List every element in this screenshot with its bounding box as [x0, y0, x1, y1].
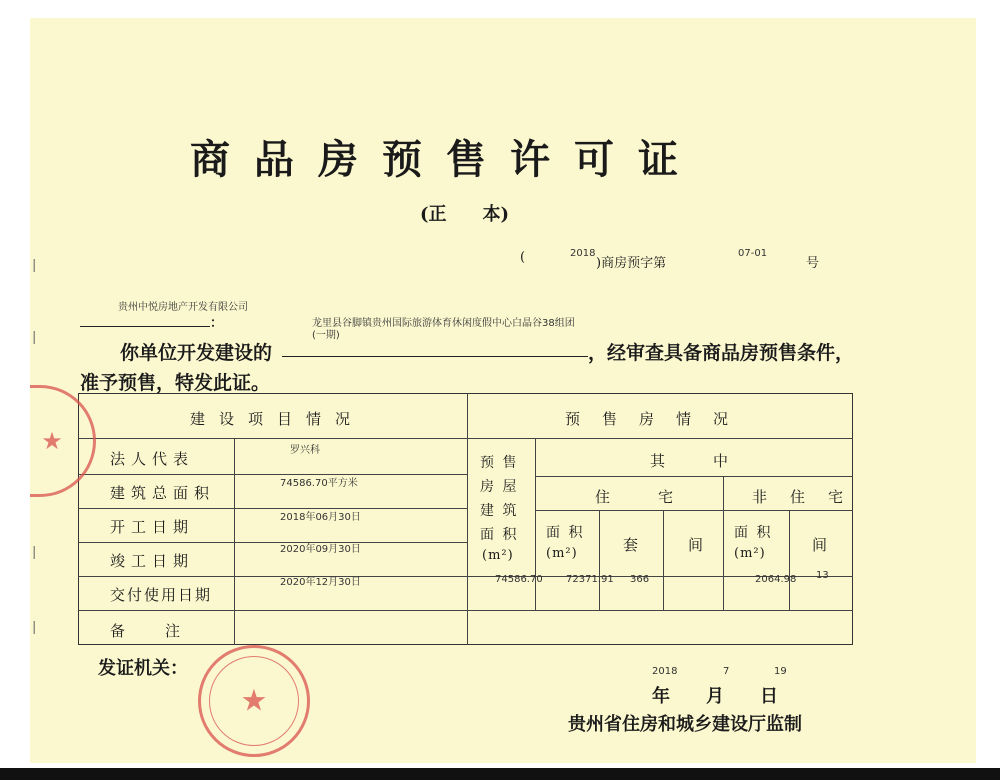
- body-line2: 准予预售，特发此证。: [80, 372, 271, 394]
- table-divider: [78, 438, 853, 439]
- value-res-units: 366: [630, 574, 650, 585]
- permit-open-paren: (: [520, 250, 526, 265]
- table-divider: [78, 610, 853, 611]
- table-divider: [535, 510, 853, 511]
- addressee-colon: ：: [210, 316, 224, 331]
- table-divider: [663, 510, 664, 610]
- table-divider: [78, 576, 853, 577]
- info-table: [78, 393, 853, 645]
- label-delivery-date: 交付使用日期: [110, 586, 213, 604]
- non-area-label: 面 积: [734, 525, 773, 541]
- non-area-unit: (m²): [734, 546, 766, 561]
- table-divider: [467, 393, 468, 645]
- table-divider: [78, 542, 467, 543]
- supervisor-label: 贵州省住房和城乡建设厅监制: [568, 714, 802, 735]
- presale-label-5: (m²): [482, 548, 514, 563]
- certificate-title: 商品房预售许可证: [190, 136, 702, 183]
- date-year: 2018: [652, 666, 678, 677]
- res-units-label: 套: [623, 536, 645, 554]
- value-legal-rep: 罗兴科: [290, 445, 320, 456]
- presale-label-2: 房 屋: [480, 479, 519, 495]
- label-remarks: 备注: [110, 622, 221, 640]
- res-area-label: 面 积: [546, 525, 585, 541]
- bottom-edge: [0, 768, 1000, 780]
- table-divider: [78, 474, 467, 475]
- value-non-area: 2064.98: [755, 574, 797, 585]
- presale-label-4: 面 积: [480, 527, 519, 543]
- official-seal-edge: ★: [30, 385, 96, 497]
- value-res-area: 72371.91: [566, 574, 614, 585]
- value-start-date: 2018年06月30日: [280, 512, 361, 523]
- presale-label-3: 建 筑: [480, 503, 519, 519]
- permit-year: 2018: [570, 248, 596, 259]
- value-presale-total-area: 74586.70: [495, 574, 543, 585]
- margin-mark: |: [32, 620, 37, 635]
- value-total-area: 74586.70平方米: [280, 478, 358, 489]
- margin-mark: |: [32, 545, 37, 560]
- date-month: 7: [723, 666, 730, 677]
- among-header: 其 中: [650, 452, 735, 470]
- body-line1-end: ，经审查具备商品房预售条件，: [588, 342, 855, 364]
- table-divider: [789, 510, 790, 610]
- body-line1-start: 你单位开发建设的: [120, 342, 273, 364]
- non-rooms-label: 间: [812, 536, 834, 554]
- res-rooms-label: 间: [688, 536, 710, 554]
- table-divider: [78, 508, 467, 509]
- res-area-unit: (m²): [546, 546, 578, 561]
- presale-label-1: 预 售: [480, 455, 519, 471]
- addressee-company: 贵州中悦房地产开发有限公司: [118, 302, 248, 313]
- non-residential-header: 非 住 宅: [752, 488, 848, 506]
- official-seal: ★: [198, 645, 310, 757]
- table-divider: [723, 476, 724, 610]
- table-divider: [599, 510, 600, 610]
- value-non-rooms: 13: [816, 570, 829, 581]
- label-total-area: 建筑总面积: [110, 484, 216, 502]
- project-name: 龙里县谷脚镇贵州国际旅游体育休闲度假中心白晶谷38组团(一期): [312, 318, 575, 341]
- permit-suffix: 号: [806, 256, 820, 271]
- permit-prefix: )商房预字第: [596, 256, 667, 271]
- label-start-date: 开工日期: [110, 518, 195, 536]
- project-underline: [282, 356, 588, 357]
- margin-mark: |: [32, 258, 37, 273]
- addressee-underline: [80, 326, 210, 327]
- label-completion-date: 竣工日期: [110, 552, 195, 570]
- label-legal-rep: 法人代表: [110, 450, 195, 468]
- date-labels: 年 月 日: [652, 686, 778, 707]
- issuer-label: 发证机关：: [98, 658, 188, 679]
- certificate-subtitle: (正 本): [420, 204, 510, 225]
- permit-number: 07-01: [738, 248, 768, 259]
- margin-mark: |: [32, 330, 37, 345]
- table-divider: [535, 476, 853, 477]
- value-delivery-date: 2020年12月30日: [280, 577, 361, 588]
- date-day: 19: [774, 666, 787, 677]
- residential-header: 住 宅: [595, 488, 680, 506]
- right-header: 预售房情况: [565, 410, 751, 428]
- left-header: 建设项目情况: [190, 410, 365, 428]
- value-completion-date: 2020年09月30日: [280, 544, 361, 555]
